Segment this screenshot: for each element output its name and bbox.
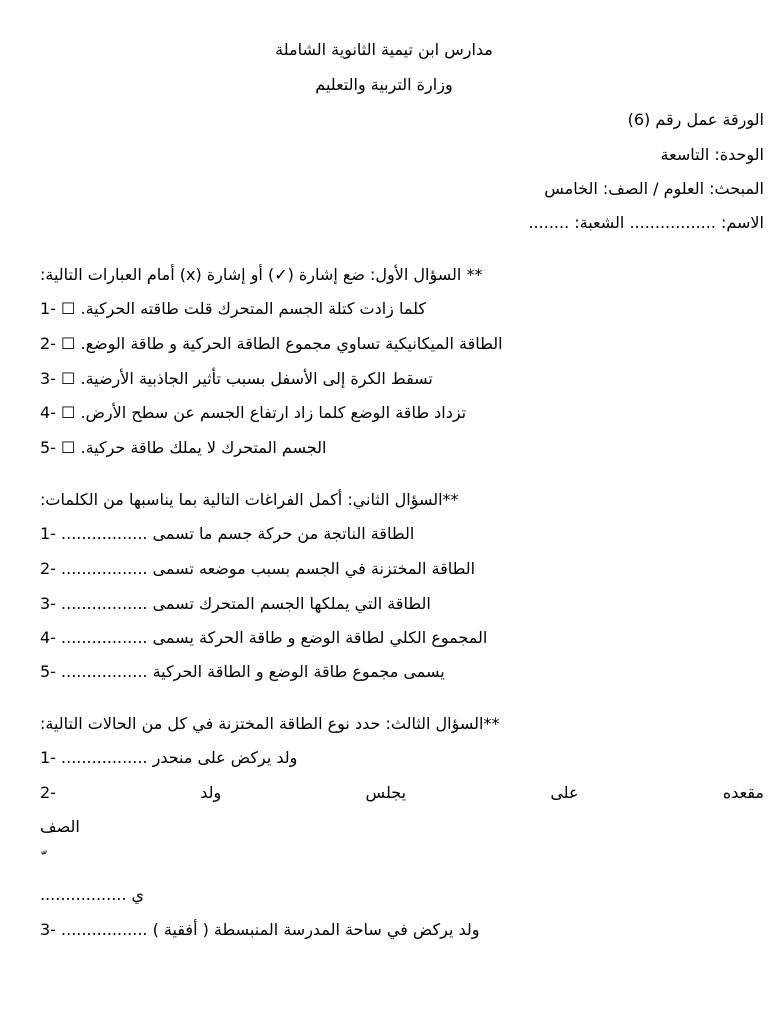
item-text: الجسم المتحرك لا يملك طاقة حركية. ☐ [61,438,327,457]
q3-item-2-line-3 [40,847,764,871]
q1-item-4 [40,401,764,425]
item-text: الطاقة التي يملكها الجسم المتحرك تسمى ................. [61,594,431,613]
q1-item-2 [40,332,764,356]
item-number: 5- [40,662,56,681]
item-text: تسقط الكرة إلى الأسفل بسبب تأثير الجاذبية الأرضية. ☐ [61,369,433,388]
item-text: ولد يركض في ساحة المدرسة المنبسطة ( أفقية ) ................. [61,920,480,939]
q3-item-2-line-4 [40,883,764,907]
q3-title-text: **السؤال الثالث: حدد نوع الطاقة المختزنة في كل من الحالات التالية: [40,714,500,733]
item-word: على [550,783,579,802]
ministry-name: وزارة التربية والتعليم [315,75,453,94]
item-text: الصف [40,817,80,836]
item-number: 4- [40,628,56,647]
item-number: 4- [40,403,56,422]
q2-item-3 [40,592,764,616]
q2-item-4 [40,626,764,650]
name-section-field: الاسم: ................. الشعبة: ........ [528,213,764,232]
item-text: ولد يركض على منحدر ................. [61,748,298,767]
item-number: 5- [40,438,56,457]
worksheet-number: الورقة عمل رقم (6) [627,110,764,129]
school-name: مدارس ابن تيمية الثانوية الشاملة [275,40,493,59]
subject-class-label: المبحث: العلوم / الصف: الخامس [544,179,764,198]
q3-item-1 [40,746,764,770]
q3-title [40,712,764,736]
q1-item-5 [40,436,764,460]
item-number: 1- [40,748,56,767]
item-number: 3- [40,369,56,388]
q1-title [40,263,764,287]
q2-title [40,488,764,512]
item-number: 3- [40,920,56,939]
item-text: ي ................. [40,885,145,904]
q2-title-text: **السؤال الثاني: أكمل الفراغات التالية بما يناسبها من الكلمات: [40,490,459,509]
q2-item-5 [40,660,764,684]
q1-item-1 [40,297,764,321]
item-text: الطاقة الميكانيكية تساوي مجموع الطاقة الحركية و طاقة الوضع. ☐ [61,334,503,353]
item-text: الطاقة المختزنة في الجسم بسبب موضعه تسمى ................. [61,559,476,578]
item-text: كلما زادت كتلة الجسم المتحرك قلت طاقته الحركية. ☐ [61,299,427,318]
item-text: المجموع الكلي لطاقة الوضع و طاقة الحركة يسمى ................. [61,628,488,647]
item-number: 2- [40,559,56,578]
item-number: 1- [40,299,56,318]
item-text: الطاقة الناتجة من حركة جسم ما تسمى ................. [61,524,415,543]
item-number: 1- [40,524,56,543]
item-number: 2- [40,334,56,353]
item-word: مقعده [722,783,764,802]
item-text: تزداد طاقة الوضع كلما زاد ارتفاع الجسم عن سطح الأرض. ☐ [61,403,467,422]
q1-title-text: ** السؤال الأول: ضع إشارة (✓) أو إشارة (x) أمام العبارات التالية: [40,265,483,284]
q2-item-2 [40,557,764,581]
q3-item-2-line-2 [40,815,764,839]
item-word: ولد [200,783,222,802]
q3-item-2 [40,781,764,805]
unit-label: الوحدة: التاسعة [660,145,764,164]
q1-item-3 [40,367,764,391]
q2-item-1 [40,522,764,546]
item-number: 2- [40,783,56,802]
item-word: يجلس [365,783,407,802]
item-number: 3- [40,594,56,613]
item-text: يسمى مجموع طاقة الوضع و الطاقة الحركية ................. [61,662,445,681]
q3-item-3 [40,918,764,942]
